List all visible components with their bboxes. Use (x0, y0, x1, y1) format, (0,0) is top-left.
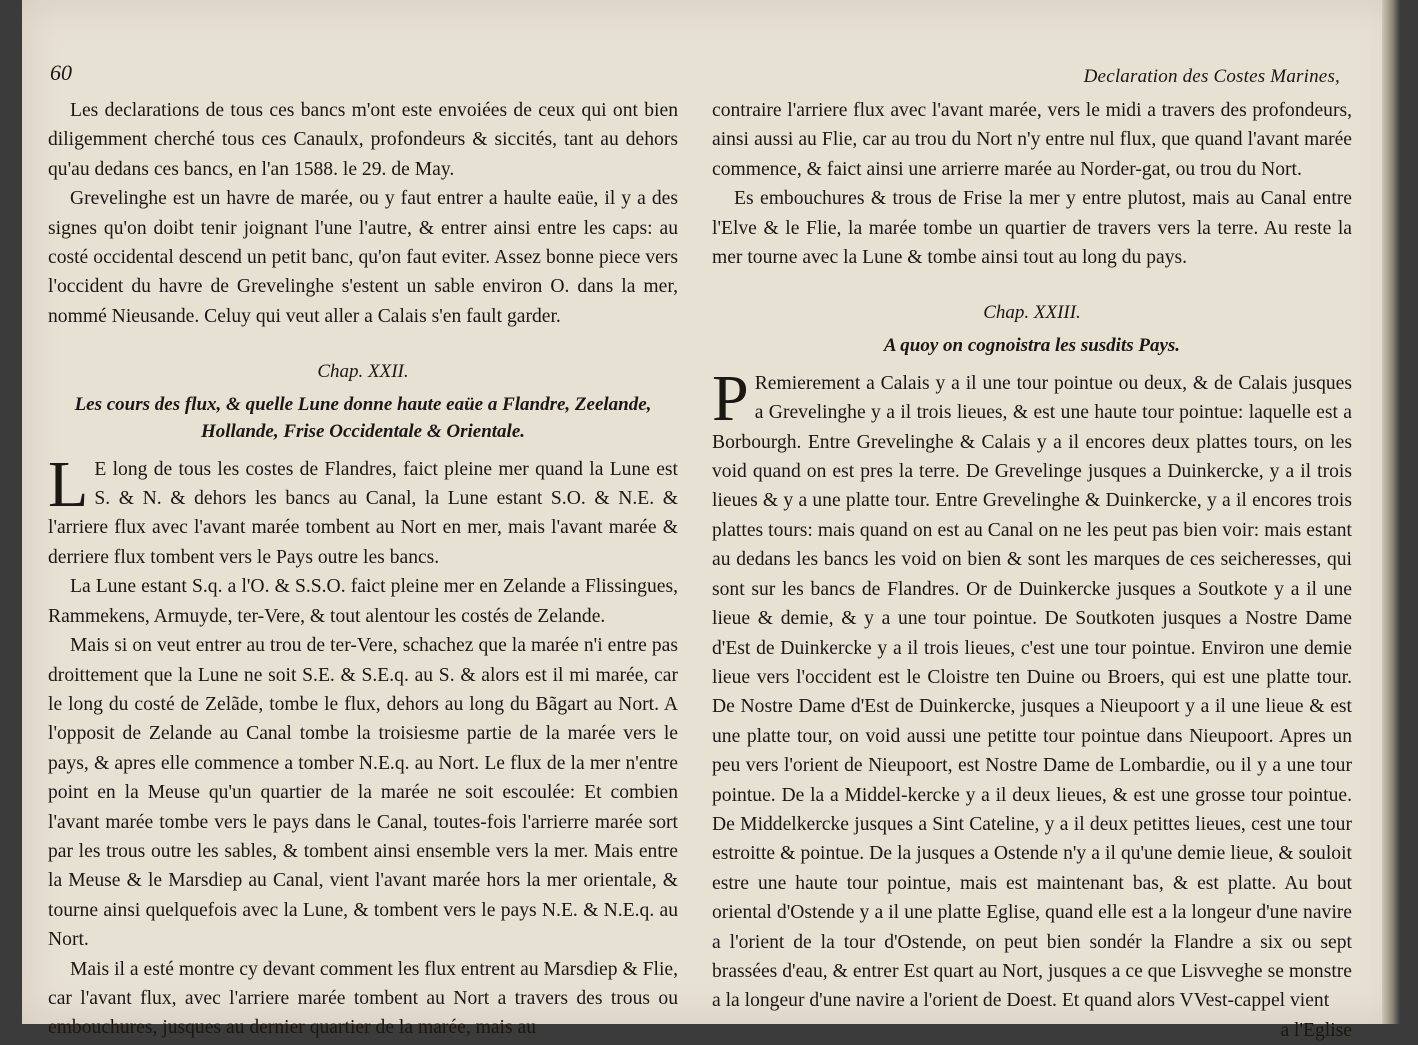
paragraph: contraire l'arriere flux avec l'avant marée, vers le midi a travers des profondeurs, ainsi aussi au Flie, car au trou du Nort n'y entre nul flux, que quand l'avant marée commence, & faict ainsi une arrierre marée au Norder-gat, ou trou du Nort. (712, 100, 1352, 180)
paragraph: Es embouchures & trous de Frise la mer y entre plutost, mais au Canal entre l'Elve & le Flie, la marée tombe un quartier de travers vers la terre. Au reste la mer tourne avec la Lune & tombe ainsi tout au long du pays. (712, 188, 1352, 269)
chapter-title: Chap. XXIII. (983, 302, 1081, 324)
page-header (50, 60, 1340, 92)
page-number: 60 (50, 60, 72, 85)
running-title: Declaration des Costes Marines, (1083, 66, 1340, 87)
book-page (22, 0, 1400, 1041)
paragraph-with-dropcap: PRemierement a Calais y a il une tour pointue ou deux, & de Calais jusques a Grevelinghe y a il trois lieues, & est une haute tour pointue: laquelle est a Borbourgh. Entre Grevelinghe & Calais y a il encores deux plattes tours, on les void quand on est pres la terre. De Grevelinge jusques a Duinkercke, y a il trois lieues & y a une platte tour. Entre Grevelinghe & Duinkercke, y a il encores trois plattes tours: mais quand on est au Canal on ne les peut pas bien voir: mais estant au dedans les bancs les void on bien & sont les marques de ces seicheresses, qui sont sur les bancs de Flandres. Or de Duinkercke jusques a Soutkote y a il une lieue & demie, & y a une tour pointue. De Soutkoten jusques a Nostre Dame d'Est de Duinkercke y a il trois lieues, c'est une tour pointue. Environ une demie lieue vers l'occident est le Cloistre ten Duine ou Broers, qui est une platte tour. De Nostre Dame d'Est de Duinkercke, jusques a Nieupoort y a il une lieue & est une platte tour, on void aussi une petitte tour pointue dans Nieupoort. Apres un peu vers l'orient de Nieupoort, est Nostre Dame de Lombardie, ou il y a une tour pointue. De la a Middel-kercke y a il deux lieues, & est une grosse tour pointue. De Middelkercke jusques a Sint Cateline, y a il deux petittes lieues, cest une tour estroitte & pointue. De la jusques a Ostende n'y a il qu'une demie lieue, & souloit estre une haute tour pointue, mais est maintenant bas, & est platte. Au bout oriental d'Ostende y a il une platte Eglise, quand elle est a la longeur d'une navire a l'orient de la tour d'Ostende, on peut bien sondér la Flandre a six ou sept brassées d'eau, & entrer Est quart au Nort, jusques a ce que Lisvveghe se monstre a la longeur d'une navire a l'orient de Doest. Et quand alors VVest-cappel vient (712, 361, 1352, 1012)
paragraph: Grevelinghe est un havre de marée, ou y faut entrer a haulte eaüe, il y a des signes qu'on doibt tenir joignant l'une l'autre, & entrer ainsi entre les caps: au costé occidental descend un petit banc, qu'on faut eviter. Assez bonne piece vers l'occident du havre de Grevelinghe s'estent un sable environ O. dans la mer, nommé Nieusande. Celuy qui veut aller a Calais s'en fault garder. (48, 188, 678, 327)
right-column (712, 96, 1352, 1045)
book-spine (1382, 0, 1400, 1024)
paragraph: Mais il a esté montre cy devant comment les flux entrent au Marsdiep & Flie, car l'avant flux, avec l'arriere marée tombent au Nort a travers des trous ou embouchures, jusques au dernier quartier de la marée, mais au (48, 958, 678, 1039)
chapter-subtitle: Les cours des flux, & quelle Lune donne haute eaüe a Flandre, Zeelande, Hollande, Frise Occidentale & Orientale. (74, 393, 652, 442)
paragraph: Les declarations de tous ces bancs m'ont este envoiées de ceux qui ont bien diligemment cherché tous ces Canaulx, profondeurs & siccités, tant au dehors qu'au dedans ces bancs, en l'an 1588. le 29. de May. (48, 100, 678, 180)
paragraph: La Lune estant S.q. a l'O. & S.S.O. faict pleine mer en Zelande a Flissingues, Rammekens, Armuyde, ter-Vere, & tout alentour les costés de Zelande. (48, 576, 678, 627)
chapter-title: Chap. XXII. (317, 361, 409, 383)
chapter-subtitle: A quoy on cognoistra les susdits Pays. (883, 334, 1181, 356)
paragraph-with-dropcap: LE long de tous les costes de Flandres, faict pleine mer quand la Lune est S. & N. & dehors les bancs au Canal, la Lune estant S.O. & N.E. & l'arriere flux avec l'avant marée tombent au Nort en mer, mais l'avant marée & derriere flux tombent vers le Pays outre les bancs. (48, 447, 678, 568)
paragraph: Mais si on veut entrer au trou de ter-Vere, schachez que la marée n'i entre pas droittement que la Lune ne soit S.E. & S.E.q. au S. & alors est il mi marée, car le long du costé de Zelãde, tombe le flux, dehors au long du Bãgart au Nort. A l'opposit de Zelande au Canal tombe la troisiesme partie de la marée vers le pays, & apres elle commence a tomber N.E.q. au Nort. Le flux de la mer n'entre point en la Meuse qu'un quartier de la marée ne soit escoulée: Et combien l'avant marée tombe vers le pays dans le Canal, toutes-fois l'arrierre marée sort par les trous outre les sables, & tombent ainsi ensemble vers la mer. Mais entre la Meuse & le Marsdiep au Canal, vient l'avant marée hors la mer orientale, & tourne ainsi quelquefois avec la Lune, & tombent vers le pays N.E. & N.E.q. au Nort. (48, 635, 678, 951)
catchword: a l'Eglise (1280, 1019, 1352, 1041)
left-column (48, 96, 678, 1043)
